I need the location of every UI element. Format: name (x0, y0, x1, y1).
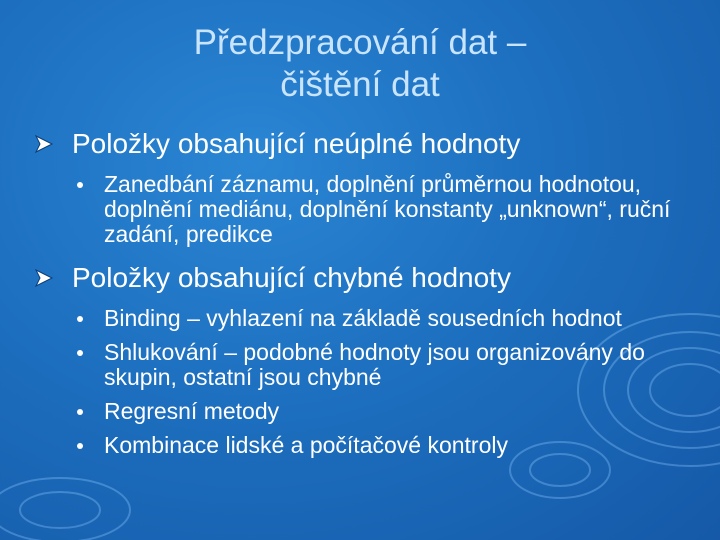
slide-content (30, 128, 690, 467)
list-item-text: Kombinace lidské a počítačové kontroly (104, 432, 508, 458)
dot-bullet-icon (77, 443, 83, 449)
section-heading-text: Položky obsahující chybné hodnoty (72, 262, 511, 293)
slide-title (60, 22, 660, 106)
list-item-text: Zanedbání záznamu, doplnění průměrnou hodnotou, doplnění mediánu, doplnění konstanty „unknown“, ruční zadání, predikce (104, 171, 671, 247)
arrow-bullet-icon (30, 262, 60, 294)
section-heading-invalid-values (30, 262, 690, 294)
list-item (30, 340, 690, 390)
section-heading-incomplete-values (30, 128, 690, 160)
arrow-bullet-icon (30, 128, 60, 160)
list-item-text: Binding – vyhlazení na základě sousedních hodnot (104, 305, 622, 331)
slide-title-line-1: Předzpracování dat – (193, 23, 527, 62)
list-item (30, 433, 690, 458)
section-heading-text: Položky obsahující neúplné hodnoty (72, 128, 521, 159)
list-item-text: Shlukování – podobné hodnoty jsou organizovány do skupin, ostatní jsou chybné (104, 339, 645, 390)
dot-bullet-icon (77, 316, 83, 322)
dot-bullet-icon (77, 350, 83, 356)
dot-bullet-icon (77, 182, 83, 188)
slide-title-line-2: čištění dat (280, 65, 440, 104)
dot-bullet-icon (77, 409, 83, 415)
list-item (30, 306, 690, 331)
list-item-text: Regresní metody (104, 398, 280, 424)
list-item (30, 172, 690, 247)
list-item (30, 399, 690, 424)
